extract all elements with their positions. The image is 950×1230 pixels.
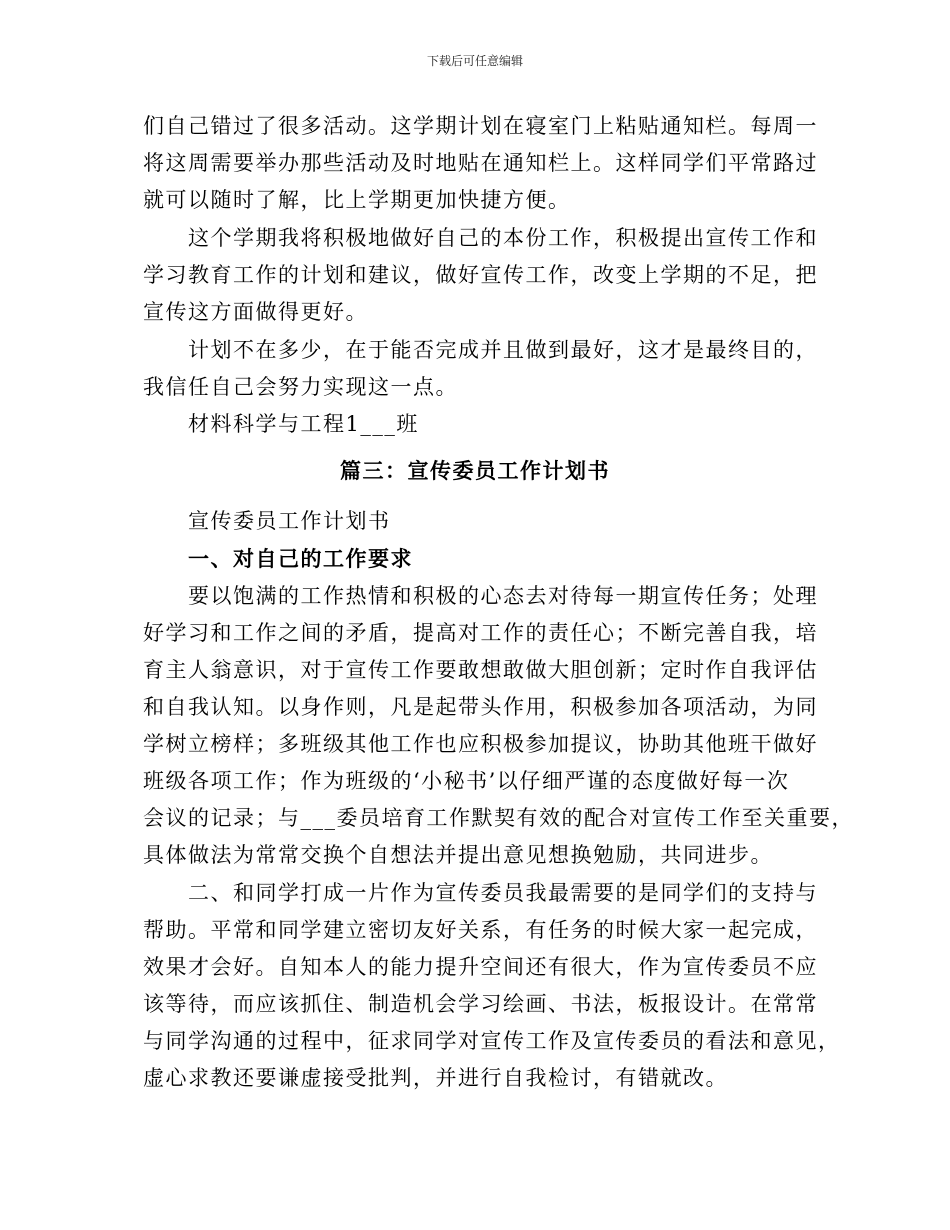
paragraph-line: 会议的记录；与___委员培育工作默契有效的配合对宣传工作至关重要， xyxy=(143,806,854,830)
paragraph-line: 帮助。平常和同学建立密切友好关系，有任务的时候大家一起完成， xyxy=(143,918,818,942)
intro-line: 计划不在多少，在于能否完成并且做到最好，这才是最终目的， xyxy=(188,338,818,362)
intro-line: 学习教育工作的计划和建议，做好宣传工作，改变上学期的不足，把 xyxy=(143,263,818,287)
class-signature: 材料科学与工程1___班 xyxy=(188,412,419,436)
paragraph-line: 虚心求教还要谦虚接受批判，并进行自我检讨，有错就改。 xyxy=(143,1066,728,1090)
paragraph-line: 具体做法为常常交换个自想法并提出意见想换勉励，共同进步。 xyxy=(143,843,773,867)
header-note: 下载后可任意编辑 xyxy=(426,54,523,68)
paragraph-line: 要以饱满的工作热情和积极的心态去对待每一期宣传任务；处理 xyxy=(188,584,818,608)
intro-line: 我信任自己会努力实现这一点。 xyxy=(143,375,458,399)
section-heading: 一、对自己的工作要求 xyxy=(188,547,413,571)
intro-line: 们自己错过了很多活动。这学期计划在寝室门上粘贴通知栏。每周一 xyxy=(143,114,818,138)
document-subtitle: 宣传委员工作计划书 xyxy=(188,509,391,533)
paragraph-line: 效果才会好。自知本人的能力提升空间还有很大，作为宣传委员不应 xyxy=(143,955,818,979)
paragraph-line: 好学习和工作之间的矛盾，提高对工作的责任心；不断完善自我，培 xyxy=(143,621,818,645)
intro-line: 这个学期我将积极地做好自己的本份工作，积极提出宣传工作和 xyxy=(188,226,818,250)
paragraph-line: 育主人翁意识，对于宣传工作要敢想敢做大胆创新；定时作自我评估 xyxy=(143,658,818,682)
paragraph-line: 该等待，而应该抓住、制造机会学习绘画、书法，板报设计。在常常 xyxy=(143,992,818,1016)
intro-line: 就可以随时了解，比上学期更加快捷方便。 xyxy=(143,188,571,212)
paragraph-line: 二、和同学打成一片作为宣传委员我最需要的是同学们的支持与 xyxy=(188,881,818,905)
paragraph-line: 班级各项工作；作为班级的‘小秘书’以仔细严谨的态度做好每一次 xyxy=(143,769,790,793)
paragraph-line: 和自我认知。以身作则，凡是起带头作用，积极参加各项活动，为同 xyxy=(143,695,818,719)
paragraph-line: 学树立榜样；多班级其他工作也应积极参加提议，协助其他班干做好 xyxy=(143,732,818,756)
section-title: 篇三：宣传委员工作计划书 xyxy=(340,459,610,483)
paragraph-line: 与同学沟通的过程中，征求同学对宣传工作及宣传委员的看法和意见， xyxy=(143,1029,841,1053)
intro-line: 宣传这方面做得更好。 xyxy=(143,300,368,324)
intro-line: 将这周需要举办那些活动及时地贴在通知栏上。这样同学们平常路过 xyxy=(143,151,818,175)
